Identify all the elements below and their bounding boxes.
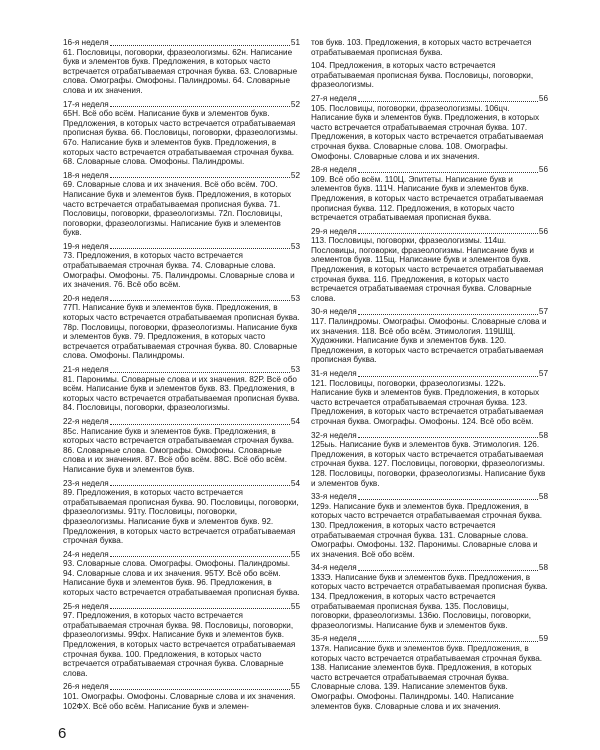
week-title: 25-я неделя [63,601,109,611]
week-title: 18-я неделя [63,170,109,180]
week-entry [63,38,300,96]
week-title: 32-я неделя [311,430,357,440]
page-ref: 56 [538,93,548,103]
week-header [311,492,548,502]
week-entry [63,479,300,546]
week-entry [311,307,548,365]
week-title: 20-я неделя [63,293,109,303]
week-text: 101. Омографы. Омофоны. Словарные слова и их значения. 102ФХ. Всё обо всём. Написание букв и элемен- [63,692,296,711]
week-entry [311,227,548,304]
dot-leader [110,106,290,107]
week-entry [63,602,300,679]
week-header [311,563,548,573]
page-ref: 59 [538,634,548,644]
dot-leader [358,570,538,571]
week-header [311,634,548,644]
week-entry [63,294,300,361]
week-text: 113. Пословицы, поговорки, фразеологизмы. 114ш. Пословицы, поговорки, фразеологизмы. Написание букв и элементов букв. 115щ. Написание букв и элементов букв. Предложения, в которых часто встречается отрабатываемая строчная буква. 116. Предложения, в которых часто встречается отрабатываемая строчная буква. Словарные слова. [311,236,544,303]
right-column [311,38,548,715]
week-title: 31-я неделя [311,369,357,378]
dot-leader [110,485,290,486]
week-text: 109. Всё обо всём. 110Ц. Эпитеты. Написание букв и элементов букв. 111Ч. Написание букв и элементов букв. Предложения, в которых часто встречается отрабатываемая прописная буква. 112. Предложения, в которых часто встречается отрабатываемая прописная буква. [311,174,544,223]
dot-leader [110,689,290,690]
week-entry [63,100,300,167]
week-text: 117. Палиндромы. Омографы. Омофоны. Словарные слова и их значения. 118. Всё обо всём. Этимология. 119ШЩ. Художники. Написание букв и элементов букв. 120. Предложения, в которых часто встречается отрабатываемая прописная буква. [311,317,547,365]
week-header [311,94,548,104]
week-entry [63,682,300,711]
week-entry [311,94,548,161]
page-ref: 54 [290,416,300,426]
week-header [63,38,300,48]
dot-leader [110,45,290,46]
week-title: 27-я неделя [311,93,357,103]
page-ref: 56 [538,165,548,175]
week-text: 73. Предложения, в которых часто встречается отрабатываемая строчная буква. 74. Словарные слова. Омографы. Омофоны. 75. Палиндромы. Словарные слова и их значения. 76. Всё обо всём. [63,251,295,290]
page-ref: 55 [290,682,300,692]
week-text: 81. Паронимы. Словарные слова и их значения. 82Р. Всё обо всём. Написание букв и элементов букв. 83. Предложения, в которых часто встречается отрабатываемая прописная буква. 84. Пословицы, поговорки, фразеологизмы. [63,374,300,413]
week-entry [63,417,300,475]
week-text: 61. Пословицы, поговорки, фразеологизмы. 62н. Написание букв и элементов букв. Предложения, в которых часто встречается отрабатываемая строчная буква. 63. Словарные слова. Омографы. Омофоны. Палиндромы. 64. Словарные слова и их значения. [63,47,298,95]
week-text: 77П. Написание букв и элементов букв. Предложения, в которых часто встречается отрабатываемая прописная буква. 78р. Пословицы, поговорки, фразеологизмы. Написание букв и элементов букв. 79. Предложения, в которых часто встречается отрабатываемая строчная буква. 80. Словарные слова. Омофоны. Палиндромы. [63,303,300,361]
week-text: 105. Пословицы, поговорки, фразеологизмы. 106цч. Написание букв и элементов букв. Предложения, в которых часто встречается отрабатываемая строчная буква. 107. Предложения, в которых часто встречается отрабатываемая строчная буква. Словарные слова. 108. Омографы. Омофоны. Словарные слова и их значения. [311,103,544,161]
week-entry [311,61,548,90]
week-header [311,227,548,237]
week-entry [311,492,548,559]
page-ref: 58 [538,430,548,440]
dot-leader [358,314,538,315]
week-title: 30-я неделя [311,307,357,317]
week-title: 22-я неделя [63,416,109,426]
week-title: 35-я неделя [311,634,357,644]
week-entry [311,431,548,489]
page-ref: 52 [290,99,300,109]
week-text: 89. Предложения, в которых часто встречается отрабатываемая прописная буква. 90. Пословицы, поговорки, фразеологизмы. 91ту. Пословицы, поговорки, фразеологизмы. Написание букв и элементов букв. 92. Предложения, в которых часто встречается отрабатываемая строчная буква. [63,488,299,546]
week-title: 17-я неделя [63,99,109,109]
week-header [63,682,300,692]
week-title: 19-я неделя [63,241,109,251]
week-header [63,417,300,427]
dot-leader [110,372,290,373]
left-column [63,38,300,715]
dot-leader [110,177,290,178]
week-text: 93. Словарные слова. Омографы. Омофоны. Палиндромы. 94. Словарные слова и их значения. 95ТУ. Всё обо всём. Написание букв и элементов букв. 96. Предложения, в которых часто встречается отрабатываемая прописная буква. [63,559,300,598]
dot-leader [110,300,290,301]
week-title: 29-я неделя [311,226,357,236]
week-header [311,431,548,441]
week-entry [63,550,300,598]
dot-leader [358,233,538,234]
page-number: 6 [58,725,67,742]
page-ref: 51 [290,38,300,47]
week-entry [63,242,300,290]
week-header [311,369,548,379]
week-title: 24-я неделя [63,549,109,559]
dot-leader [110,556,290,557]
continued-text: тов букв. 103. Предложения, в которых часто встречается отрабатываемая прописная буква. [311,38,532,57]
week-title: 34-я неделя [311,563,357,573]
week-header [63,294,300,304]
page-ref: 53 [290,241,300,251]
week-header [63,100,300,110]
dot-leader [358,376,538,377]
week-text: 65Н. Всё обо всём. Написание букв и элементов букв. Предложения, в которых часто встречается отрабатываемая прописная буква. 66. Пословицы, поговорки, фразеологизмы. 67о. Написание букв и элементов букв. Предложения, в которых часто встречается отрабатываемая строчная буква. 68. Словарные слова. Омофоны. Палиндромы. [63,109,298,167]
week-text: 133Э. Написание букв и элементов букв. Предложения, в которых часто встречается отрабатываемая прописная буква. 134. Предложения, в которых часто встречается отрабатываемая прописная буква. 135. Пословицы, поговорки, фразеологизмы. 136ю. Пословицы, поговорки, фразеологизмы. Написание букв и элементов букв. [311,572,548,630]
week-header [63,365,300,375]
week-title: 33-я неделя [311,492,357,502]
right-entries [311,61,548,711]
page-ref: 57 [538,307,548,317]
dot-leader [358,641,538,642]
week-entry [311,634,548,711]
dot-leader [110,248,290,249]
page-ref: 53 [290,365,300,374]
week-text: 69. Словарные слова и их значения. Всё обо всём. 70О. Написание букв и элементов букв. Предложения, в которых часто встречается отрабатываемая прописная буква. 71. Пословицы, поговорки, фразеологизмы. 72п. Пословицы, поговорки, фразеологизмы. Написание букв и элементов букв. [63,180,292,238]
dot-leader [358,437,538,438]
week-title: 28-я неделя [311,165,357,175]
week-text: 85с. Написание букв и элементов букв. Предложения, в которых часто встречается отрабатываемая строчная буква. 86. Словарные слова. Омографы. Омофоны. Словарные слова и их значения. 87. Всё обо всём. 88С. Всё обо всём. Написание букв и элементов букв. [63,426,295,474]
week-text: 104. Предложения, в которых часто встречается отрабатываемая прописная буква. Пословицы, поговорки, фразеологизмы. [311,61,534,90]
dot-leader [358,101,538,102]
week-header [63,171,300,181]
week-header [311,165,548,175]
page-ref: 58 [538,563,548,573]
week-header [63,242,300,252]
week-header [63,602,300,612]
week-text: 97. Предложения, в которых часто встречается отрабатываемая строчная буква. 98. Пословицы, поговорки, фразеологизмы. 99фх. Написание букв и элементов букв. Предложения, в которых часто встречается отрабатываемая строчная буква. 100. Предложения, в которых часто встречается отрабатываемая строчная буква. Словарные слова. [63,611,296,678]
page-ref: 55 [290,601,300,611]
week-text: 125ыь. Написание букв и элементов букв. Этимология. 126. Предложения, в которых часто встречается отрабатываемая строчная буква. 127. Пословицы, поговорки, фразеологизмы. 128. Пословицы, поговорки, фразеологизмы. Написание букв и элементов букв. [311,440,546,488]
week-entry [63,365,300,413]
dot-leader [358,499,538,500]
week-title: 23-я неделя [63,478,109,488]
page-ref: 52 [290,170,300,180]
week-entry [311,369,548,427]
week-text: 121. Пословицы, поговорки, фразеологизмы. 122ъ. Написание букв и элементов букв. Предложения, в которых часто встречается отрабатываемая строчная буква. 123. Предложения, в которых часто встречается отрабатываемая строчная буква. Омографы. Омофоны. 124. Всё обо всём. [311,378,544,426]
page-ref: 58 [538,492,548,502]
page-ref: 53 [290,293,300,303]
week-header [63,479,300,489]
week-title: 26-я неделя [63,682,109,692]
week-entry [311,563,548,630]
dot-leader [358,172,538,173]
week-text: 129э. Написание букв и элементов букв. Предложения, в которых часто встречается отрабатываемая строчная буква. 130. Предложения, в которых часто встречается отрабатываемая строчная буква. 131. Словарные слова. Омографы. Омофоны. 132. Паронимы. Словарные слова и их значения. Всё обо всём. [311,501,543,559]
dot-leader [110,608,290,609]
page-ref: 57 [538,369,548,378]
page-ref: 54 [290,478,300,488]
week-entry [311,165,548,223]
week-title: 21-я неделя [63,365,109,374]
dot-leader [110,424,290,425]
week-header [63,550,300,560]
page-ref: 55 [290,549,300,559]
week-entry [63,171,300,238]
page-ref: 56 [538,226,548,236]
week-text: 137я. Написание букв и элементов букв. Предложения, в которых часто встречается отрабатываемая строчная буква. 138. Написание элементов букв. Предложения, в которых часто встречается отрабатываемая строчная буква. Словарные слова. 139. Написание элементов букв. Омографы. Омофоны. Палиндромы. 140. Написание элементов букв. Словарные слова и их значения. [311,644,543,711]
week-header [311,307,548,317]
week-title: 16-я неделя [63,38,109,47]
